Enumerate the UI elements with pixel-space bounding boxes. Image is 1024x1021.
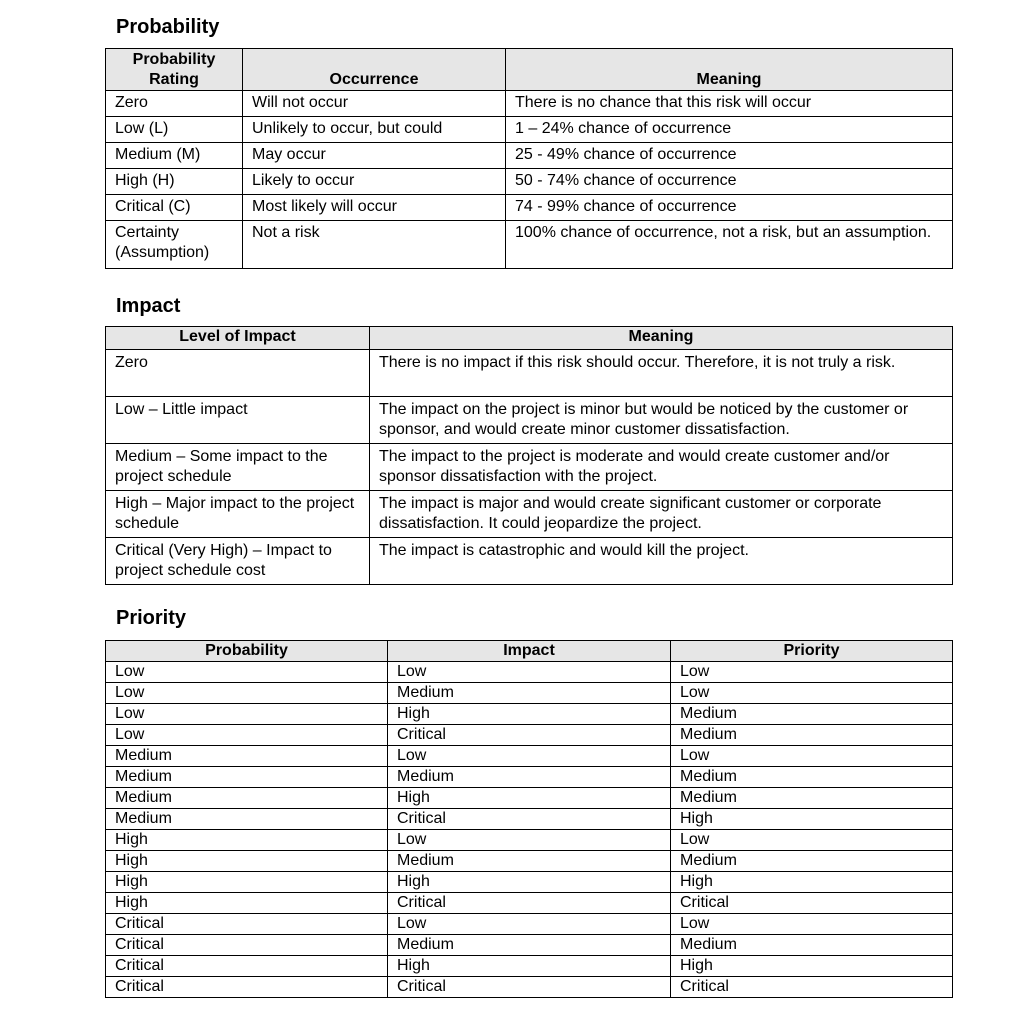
impact-row	[106, 350, 953, 397]
priority-probability-cell: Low	[106, 704, 388, 725]
probability-row	[106, 117, 953, 143]
impact-meaning-cell: The impact on the project is minor but would be noticed by the customer or sponsor, and would create minor customer dissatisfaction.	[370, 397, 953, 444]
priority-impact-cell: Critical	[388, 977, 671, 998]
priority-heading: Priority	[116, 607, 187, 629]
priority-value-cell: Low	[671, 746, 953, 767]
priority-impact-cell: Low	[388, 662, 671, 683]
priority-value-cell: High	[671, 809, 953, 830]
meaning-cell: 50 - 74% chance of occurrence	[506, 169, 953, 195]
priority-row	[106, 830, 953, 851]
priority-impact-cell: High	[388, 872, 671, 893]
priority-row	[106, 914, 953, 935]
probability-row	[106, 91, 953, 117]
priority-row	[106, 725, 953, 746]
priority-row	[106, 851, 953, 872]
priority-row	[106, 788, 953, 809]
probability-rating-cell: Low (L)	[106, 117, 243, 143]
priority-probability-cell: Medium	[106, 788, 388, 809]
priority-value-cell: Low	[671, 914, 953, 935]
priority-row	[106, 683, 953, 704]
priority-value-cell: Medium	[671, 767, 953, 788]
probability-row	[106, 143, 953, 169]
priority-value-cell: High	[671, 956, 953, 977]
priority-impact-cell: Low	[388, 914, 671, 935]
priority-value-cell: Critical	[671, 977, 953, 998]
probability-rating-cell: Critical (C)	[106, 195, 243, 221]
priority-probability-cell: High	[106, 830, 388, 851]
priority-impact-cell: Critical	[388, 809, 671, 830]
impact-meaning-cell: The impact is major and would create significant customer or corporate dissatisfaction. It could jeopardize the project.	[370, 491, 953, 538]
priority-impact-cell: Medium	[388, 767, 671, 788]
impact-meaning-cell: There is no impact if this risk should occur. Therefore, it is not truly a risk.	[370, 350, 953, 397]
impact-level-cell: Low – Little impact	[106, 397, 370, 444]
priority-value-cell: Low	[671, 683, 953, 704]
priority-value-cell: Low	[671, 662, 953, 683]
probability-header-occurrence: Occurrence	[243, 49, 506, 91]
probability-rating-cell: Certainty (Assumption)	[106, 221, 243, 269]
occurrence-cell: May occur	[243, 143, 506, 169]
priority-impact-cell: High	[388, 788, 671, 809]
priority-impact-cell: Medium	[388, 935, 671, 956]
priority-value-cell: Medium	[671, 788, 953, 809]
impact-header-meaning: Meaning	[370, 327, 953, 350]
priority-row	[106, 767, 953, 788]
probability-rating-cell: Medium (M)	[106, 143, 243, 169]
probability-row	[106, 195, 953, 221]
priority-table	[105, 640, 953, 998]
occurrence-cell: Most likely will occur	[243, 195, 506, 221]
meaning-cell: 74 - 99% chance of occurrence	[506, 195, 953, 221]
impact-level-cell: Critical (Very High) – Impact to project schedule cost	[106, 538, 370, 585]
probability-header-row	[106, 49, 953, 91]
priority-probability-cell: Low	[106, 683, 388, 704]
priority-impact-cell: Critical	[388, 893, 671, 914]
priority-header-impact: Impact	[388, 641, 671, 662]
impact-row	[106, 397, 953, 444]
priority-probability-cell: High	[106, 893, 388, 914]
impact-table	[105, 326, 953, 585]
priority-impact-cell: Medium	[388, 683, 671, 704]
priority-probability-cell: Medium	[106, 767, 388, 788]
priority-row	[106, 935, 953, 956]
priority-value-cell: Low	[671, 830, 953, 851]
priority-probability-cell: Critical	[106, 956, 388, 977]
priority-row	[106, 704, 953, 725]
probability-heading: Probability	[116, 16, 220, 38]
priority-probability-cell: Critical	[106, 914, 388, 935]
impact-row	[106, 538, 953, 585]
occurrence-cell: Not a risk	[243, 221, 506, 269]
priority-value-cell: Medium	[671, 725, 953, 746]
impact-level-cell: Medium – Some impact to the project schedule	[106, 444, 370, 491]
priority-row	[106, 662, 953, 683]
impact-header-row	[106, 327, 953, 350]
meaning-cell: 1 – 24% chance of occurrence	[506, 117, 953, 143]
priority-impact-cell: High	[388, 956, 671, 977]
priority-value-cell: Medium	[671, 851, 953, 872]
impact-row	[106, 491, 953, 538]
probability-header-rating: Probability Rating	[106, 49, 243, 91]
impact-level-cell: Zero	[106, 350, 370, 397]
impact-heading: Impact	[116, 295, 181, 317]
priority-impact-cell: Critical	[388, 725, 671, 746]
impact-row	[106, 444, 953, 491]
occurrence-cell: Likely to occur	[243, 169, 506, 195]
impact-level-cell: High – Major impact to the project schedule	[106, 491, 370, 538]
meaning-cell: 25 - 49% chance of occurrence	[506, 143, 953, 169]
probability-table	[105, 48, 953, 269]
probability-header-meaning: Meaning	[506, 49, 953, 91]
priority-impact-cell: Medium	[388, 851, 671, 872]
priority-value-cell: High	[671, 872, 953, 893]
priority-row	[106, 893, 953, 914]
priority-header-priority: Priority	[671, 641, 953, 662]
priority-impact-cell: High	[388, 704, 671, 725]
impact-header-level: Level of Impact	[106, 327, 370, 350]
priority-header-probability: Probability	[106, 641, 388, 662]
priority-row	[106, 977, 953, 998]
priority-probability-cell: Critical	[106, 977, 388, 998]
priority-value-cell: Medium	[671, 704, 953, 725]
impact-meaning-cell: The impact is catastrophic and would kill the project.	[370, 538, 953, 585]
priority-probability-cell: Medium	[106, 809, 388, 830]
probability-row	[106, 169, 953, 195]
priority-row	[106, 746, 953, 767]
priority-impact-cell: Low	[388, 830, 671, 851]
priority-header-row	[106, 641, 953, 662]
priority-probability-cell: High	[106, 851, 388, 872]
occurrence-cell: Will not occur	[243, 91, 506, 117]
probability-rating-cell: High (H)	[106, 169, 243, 195]
priority-impact-cell: Low	[388, 746, 671, 767]
occurrence-cell: Unlikely to occur, but could	[243, 117, 506, 143]
meaning-cell: 100% chance of occurrence, not a risk, but an assumption.	[506, 221, 953, 269]
probability-rating-cell: Zero	[106, 91, 243, 117]
probability-row	[106, 221, 953, 269]
priority-probability-cell: Low	[106, 662, 388, 683]
priority-row	[106, 872, 953, 893]
priority-probability-cell: Critical	[106, 935, 388, 956]
priority-row	[106, 956, 953, 977]
priority-probability-cell: Low	[106, 725, 388, 746]
priority-probability-cell: Medium	[106, 746, 388, 767]
priority-value-cell: Medium	[671, 935, 953, 956]
priority-probability-cell: High	[106, 872, 388, 893]
priority-value-cell: Critical	[671, 893, 953, 914]
priority-row	[106, 809, 953, 830]
meaning-cell: There is no chance that this risk will occur	[506, 91, 953, 117]
impact-meaning-cell: The impact to the project is moderate and would create customer and/or sponsor dissatisfaction with the project.	[370, 444, 953, 491]
